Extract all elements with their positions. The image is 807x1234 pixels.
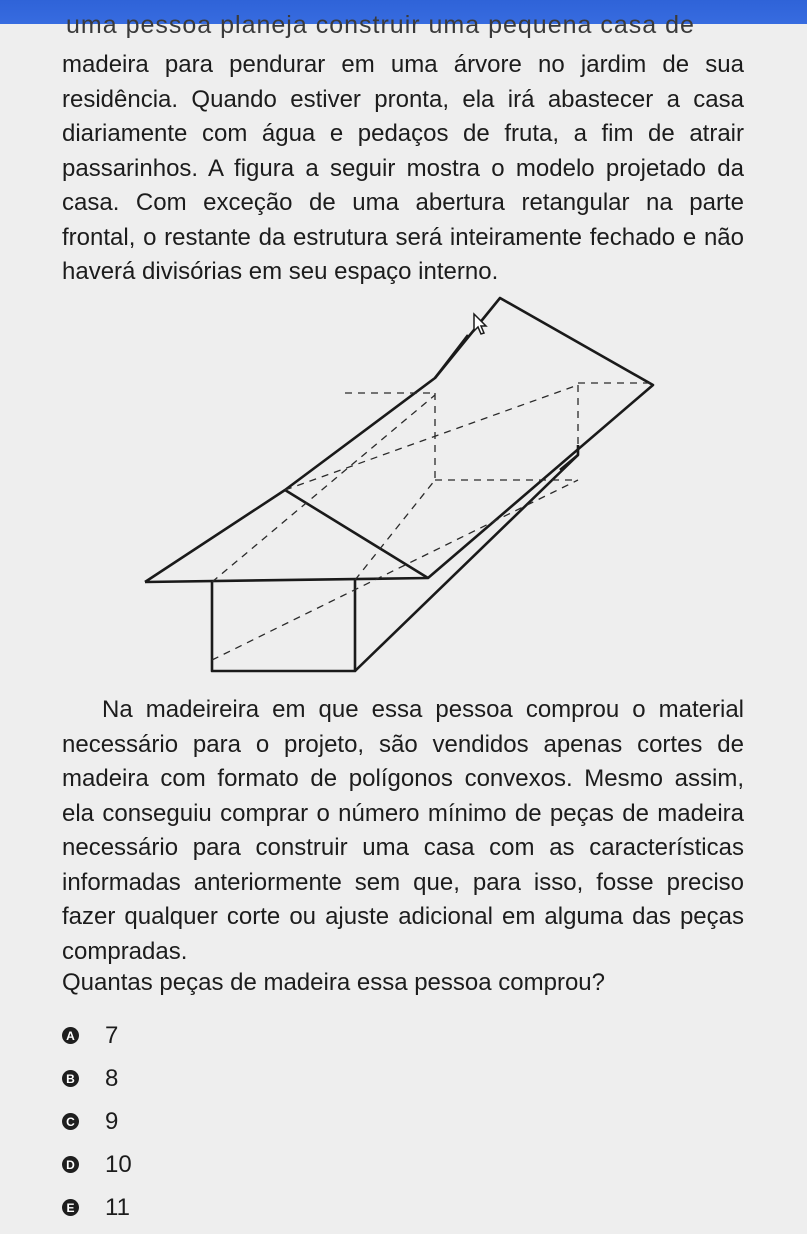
hidden-edge-3 [285,385,578,490]
context-paragraph: Na madeireira em que essa pessoa comprou o material necessário para o projeto, são vendidos apenas cortes de madeira com formato de polígonos convexos. Mesmo assim, ela conseguiu comprar o número mínimo de peças de madeira necessário para construir uma casa com as características informadas anteriormente sem que, para isso, fosse preciso fazer qualquer corte ou ajuste adicional em alguma das peças compradas. [62,696,744,965]
option-value-c: 9 [105,1107,119,1135]
option-letter-d: D [62,1156,79,1173]
option-letter-c: C [62,1113,79,1130]
hidden-edge-2 [212,395,435,582]
option-c[interactable] [62,1100,132,1143]
answer-options [62,1014,132,1229]
option-a[interactable] [62,1014,132,1057]
option-e[interactable] [62,1186,132,1229]
roof-back-edge [435,335,468,378]
option-d[interactable] [62,1143,132,1186]
option-value-b: 8 [105,1064,119,1092]
option-value-a: 7 [105,1021,119,1049]
intro-paragraph: madeira para pendurar em uma árvore no jardim de sua residência. Quando estiver pronta, ela irá abastecer a casa diariamente com água e pedaços de fruta, a fim de atrair passarinhos. A figura a seguir mostra o modelo projetado da casa. Com exceção de uma abertura retangular na parte frontal, o restante da estrutura será inteiramente fechado e não haverá divisórias em seu espaço interno. [62,51,744,285]
roof-left-panel [145,298,653,582]
option-letter-e: E [62,1199,79,1216]
cut-off-text: uma pessoa planeja construir uma pequena casa de [66,11,695,39]
option-b[interactable] [62,1057,132,1100]
option-value-d: 10 [105,1150,132,1178]
option-letter-b: B [62,1070,79,1087]
option-letter-a: A [62,1027,79,1044]
option-value-e: 11 [105,1193,130,1221]
hidden-edge-9 [355,480,435,580]
question-text: Quantas peças de madeira essa pessoa comprou? [62,969,605,996]
